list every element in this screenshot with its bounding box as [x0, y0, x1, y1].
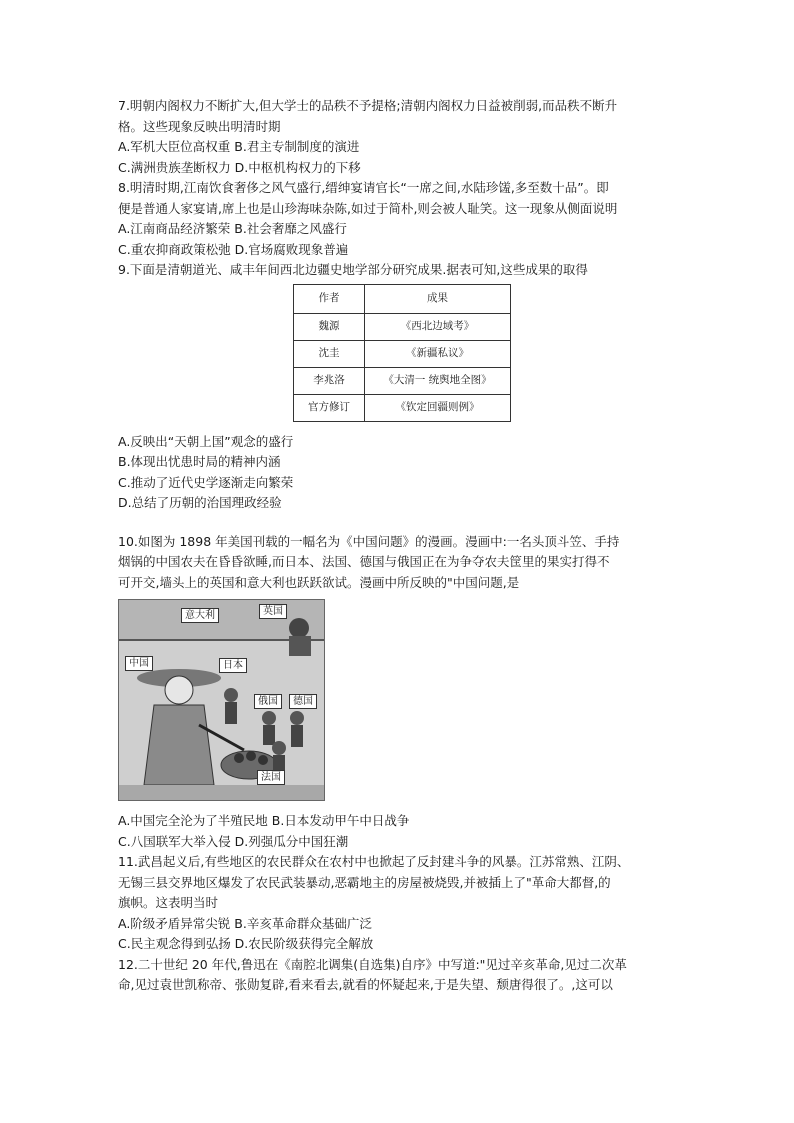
q9-option-c: C.推动了近代史学逐渐走向繁荣: [118, 474, 294, 490]
table-cell-author: 李兆洛: [294, 367, 365, 394]
table-row: [294, 367, 511, 394]
q10-stem-line3: 可开交,墙头上的英国和意大利也跃跃欲试。漫画中所反映的"中国问题,是: [118, 574, 520, 590]
question-10: [118, 532, 678, 853]
q8-options-ab: A.江南商品经济繁荣 B.社会奢靡之风盛行: [118, 221, 347, 236]
question-8: [118, 178, 678, 260]
label-russia: 俄国: [254, 694, 282, 709]
table-cell-author: 官方修订: [294, 394, 365, 421]
q12-stem-line2: 命,见过袁世凯称帝、张勋复辟,看来看去,就看的怀疑起来,于是失望、颓唐得很了。,这可以: [118, 977, 613, 992]
label-italy: 意大利: [181, 608, 219, 623]
q8-options-cd: C.重农抑商政策松弛 D.官场腐败现象普遍: [118, 241, 349, 257]
table-cell-author: 魏源: [294, 313, 365, 340]
question-7: [118, 96, 678, 178]
table-cell-author: 沈圭: [294, 340, 365, 367]
q9-option-a: A.反映出“天朝上国”观念的盛行: [118, 433, 294, 449]
q10-options-ab: A.中国完全沦为了半殖民地 B.日本发动甲午中日战争: [118, 813, 410, 828]
table-cell-result: 《西北边域考》: [365, 313, 511, 340]
label-japan: 日本: [219, 658, 247, 673]
research-results-table: [293, 284, 511, 422]
q9-option-d: D.总结了历朝的治国理政经验: [118, 495, 282, 510]
china-question-cartoon: [118, 599, 325, 801]
q9-stem: 9.下面是清朝道光、咸丰年间西北边疆史地学部分研究成果.据表可知,这些成果的取得: [118, 262, 588, 277]
label-germany: 德国: [289, 694, 317, 709]
table-cell-result: 《新疆私议》: [365, 340, 511, 367]
exam-page: [118, 96, 678, 996]
question-11: [118, 852, 678, 955]
q8-stem-line2: 便是普通人家宴请,席上也是山珍海味杂陈,如过于简朴,则会被人耻笑。这一现象从侧面说明: [118, 200, 618, 216]
q11-stem-line1: 11.武昌起义后,有些地区的农民群众在农村中也掀起了反封建斗争的风暴。江苏常熟、江阴、: [118, 854, 630, 869]
table-cell-result: 《大清一 统舆地全图》: [365, 367, 511, 394]
q7-stem-line1: 7.明朝内阁权力不断扩大,但大学士的品秩不予提格;清朝内阁权力日益被削弱,而品秩不断升: [118, 98, 618, 113]
q11-stem-line3: 旗帜。这表明当时: [118, 895, 219, 910]
q11-options-cd: C.民主观念得到弘扬 D.农民阶级获得完全解放: [118, 936, 374, 951]
question-12: [118, 955, 678, 996]
q12-stem-line1: 12.二十世纪 20 年代,鲁迅在《南腔北调集(自选集)自序》中写道:"见过辛亥革命,见过二次革: [118, 956, 627, 972]
table-header-author: 作者: [294, 284, 365, 313]
q8-stem-line1: 8.明清时期,江南饮食奢侈之风气盛行,缙绅宴请官长“一席之间,水陆珍馐,多至数十品”。即: [118, 180, 609, 195]
q10-stem-line2: 烟锅的中国农夫在昏昏欲睡,而日本、法国、德国与俄国正在为争夺农夫筐里的果实打得不: [118, 554, 610, 569]
table-header-result: 成果: [365, 284, 511, 313]
table-row: [294, 340, 511, 367]
q11-options-ab: A.阶级矛盾异常尖锐 B.辛亥革命群众基础广泛: [118, 915, 372, 931]
q10-stem-line1: 10.如图为 1898 年美国刊载的一幅名为《中国问题》的漫画。漫画中:一名头顶斗笠、手持: [118, 533, 620, 549]
question-9: [118, 260, 678, 514]
q9-option-b: B.体现出忧患时局的精神内涵: [118, 454, 281, 469]
table-cell-result: 《钦定回疆则例》: [365, 394, 511, 421]
table-row: [294, 394, 511, 421]
q7-stem-line2: 格。这些现象反映出明清时期: [118, 118, 281, 134]
table-row: [294, 313, 511, 340]
label-britain: 英国: [259, 604, 287, 619]
q10-options-cd: C.八国联军大举入侵 D.列强瓜分中国狂潮: [118, 833, 349, 849]
q7-options-cd: C.满洲贵族垄断权力 D.中枢机构权力的下移: [118, 159, 361, 175]
q11-stem-line2: 无锡三县交界地区爆发了农民武装暴动,恶霸地主的房屋被烧毁,并被插上了"革命大都督,的: [118, 874, 611, 890]
q7-options-ab: A.军机大臣位高权重 B.君主专制制度的演进: [118, 139, 360, 154]
label-france: 法国: [257, 770, 285, 785]
label-china: 中国: [125, 656, 153, 671]
